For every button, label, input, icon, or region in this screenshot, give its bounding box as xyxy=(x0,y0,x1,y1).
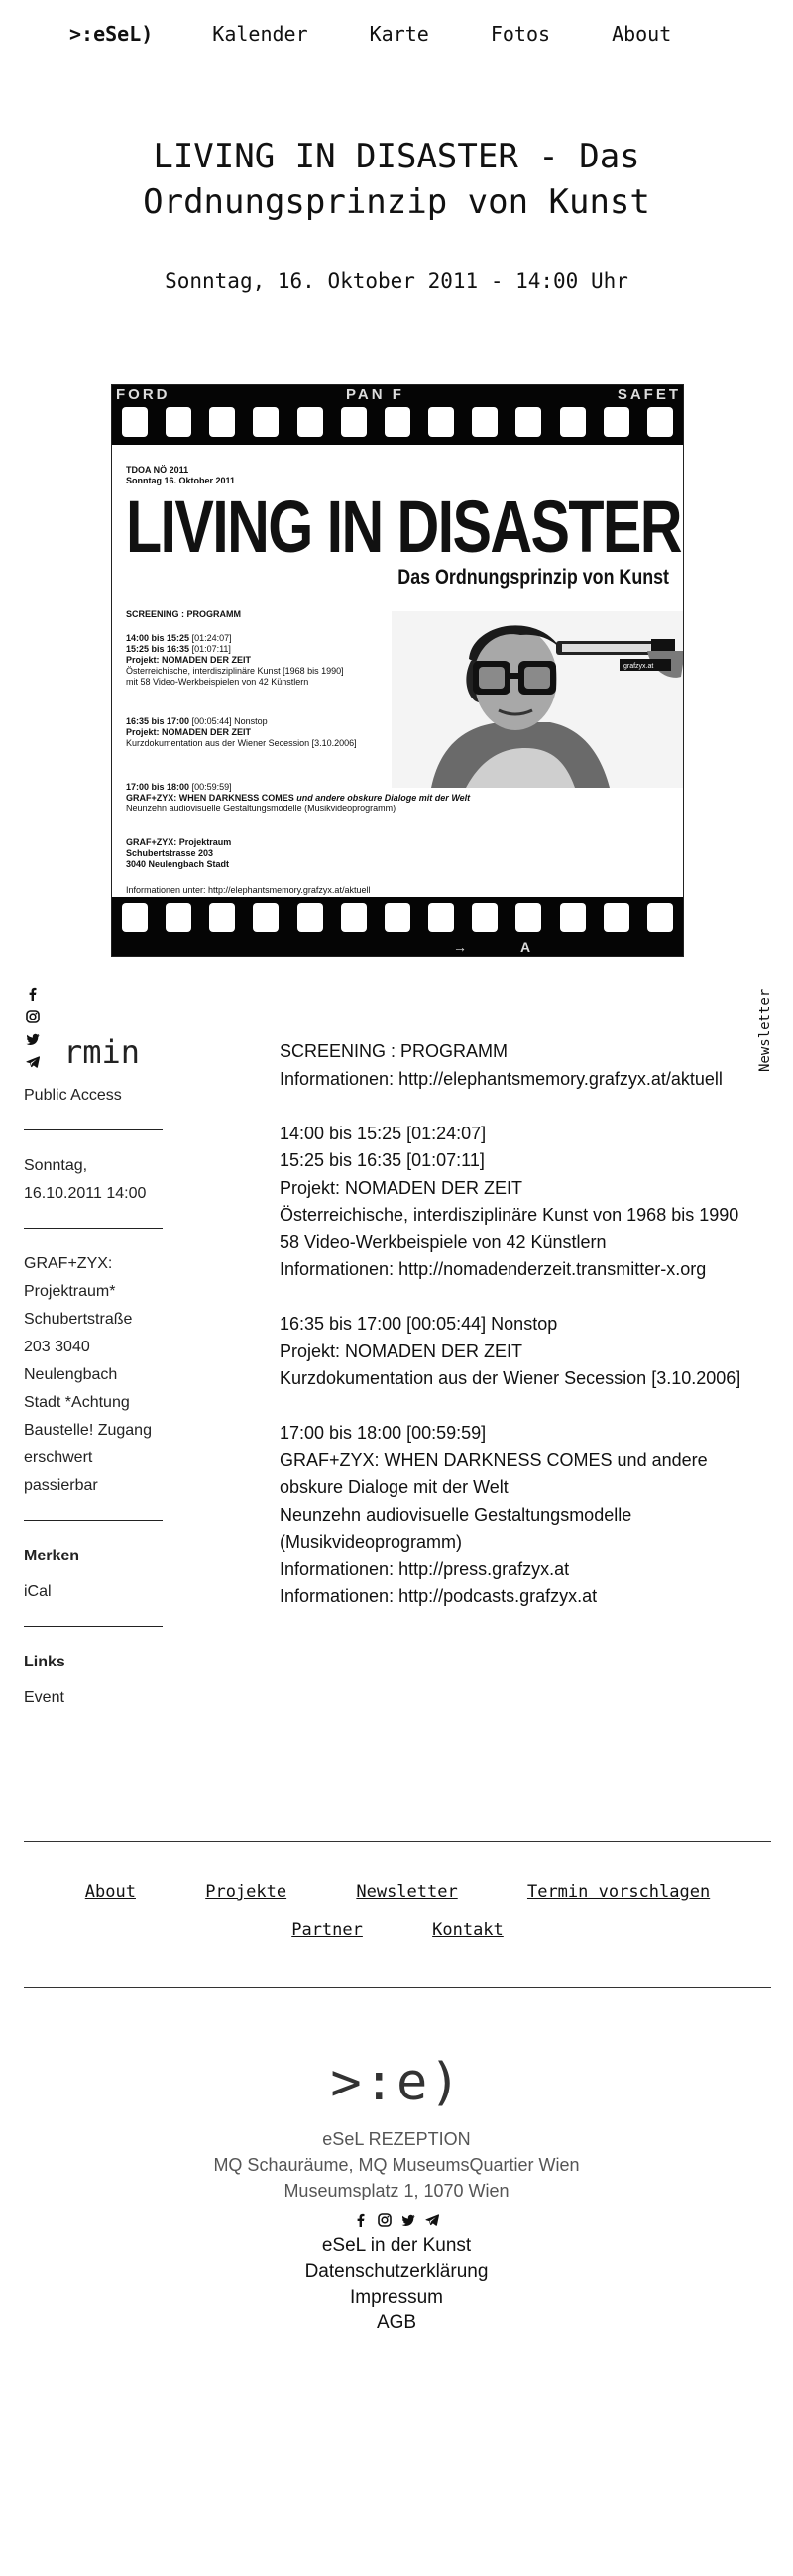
event-link[interactable]: Event xyxy=(24,1689,64,1706)
poster-big-title: LIVING IN DISASTER xyxy=(126,485,681,568)
poster-block2: 16:35 bis 17:00 [00:05:44] Nonstop Projekt: NOMADEN DER ZEIT Kurzdokumentation aus der Wiener Secession [3.10.2006] xyxy=(126,716,357,748)
telegram-icon[interactable] xyxy=(425,2213,439,2227)
footer-logo[interactable]: >:e) xyxy=(330,2053,463,2112)
newsletter-side-tab[interactable]: Newsletter xyxy=(757,988,773,1072)
poster-block3: 17:00 bis 18:00 [00:59:59] GRAF+ZYX: WHEN DARKNESS COMES und andere obskure Dialoge mit der Welt Neunzehn audiovisuelle Gestaltungsmodelle (Musikvideoprogramm) xyxy=(126,782,471,813)
divider xyxy=(24,1129,163,1130)
info-link[interactable]: Informationen: http://press.grafzyx.at xyxy=(280,1558,570,1579)
device-label: grafzyx.at xyxy=(623,663,654,670)
event-datetime: Sonntag, 16.10.2011 14:00 xyxy=(24,1157,147,1202)
site-footer xyxy=(0,2053,793,2336)
divider xyxy=(24,1520,163,1521)
instagram-icon[interactable] xyxy=(378,2213,392,2227)
footer-nav-partner[interactable]: Partner xyxy=(291,1920,363,1940)
site-logo[interactable]: >:eSeL) xyxy=(69,22,154,46)
event-description xyxy=(280,1038,769,1638)
info-link[interactable]: Informationen: http://nomadenderzeit.transmitter-x.org xyxy=(280,1259,707,1279)
film-letter: A xyxy=(520,939,531,955)
poster-subtitle: Das Ordnungsprinzip von Kunst xyxy=(397,566,669,589)
event-title-line1: LIVING IN DISASTER - Das xyxy=(153,137,640,176)
description-block: SCREENING : PROGRAMM Informationen: http://elephantsmemory.grafzyx.at/aktuell xyxy=(280,1038,769,1093)
footer-social-icons xyxy=(0,2213,793,2227)
film-arrow: → xyxy=(453,939,467,955)
film-label-mid: PAN F xyxy=(346,386,404,403)
film-strip-top xyxy=(112,385,683,445)
facebook-icon[interactable] xyxy=(26,987,40,1001)
footer-nav-row2 xyxy=(24,1920,771,1940)
footer-nav-about[interactable]: About xyxy=(84,1882,136,1902)
poster-photo xyxy=(392,611,684,788)
divider xyxy=(24,1841,771,1842)
film-strip-bottom xyxy=(112,897,683,956)
poster-date: Sonntag 16. Oktober 2011 xyxy=(126,476,236,485)
twitter-icon[interactable] xyxy=(401,2213,415,2227)
info-link[interactable]: Informationen: http://elephantsmemory.grafzyx.at/aktuell xyxy=(280,1068,723,1089)
description-block: 14:00 bis 15:25 [01:24:07] 15:25 bis 16:35 [01:07:11] Projekt: NOMADEN DER ZEIT Österreichische, interdisziplinäre Kunst von 1968 bis 1990 58 Video-Werkbeispiele von 42 Künstlern Informationen: http://nomadenderzeit.transmitter-x.org xyxy=(280,1121,769,1284)
links-heading: Links xyxy=(24,1654,65,1670)
ical-link[interactable]: iCal xyxy=(24,1583,52,1600)
footer-link-agb[interactable]: AGB xyxy=(376,2312,417,2333)
event-sidebar xyxy=(24,1033,163,1712)
divider xyxy=(24,1626,163,1627)
description-block: 16:35 bis 17:00 [00:05:44] Nonstop Projekt: NOMADEN DER ZEIT Kurzdokumentation aus der Wiener Secession [3.10.2006] xyxy=(280,1314,741,1388)
access-label: Public Access xyxy=(24,1087,122,1104)
film-label-right: SAFET xyxy=(617,386,681,403)
poster-info: Informationen unter: http://elephantsmemory.grafzyx.at/aktuell xyxy=(126,885,371,895)
event-title-line2: Ordnungsprinzip von Kunst xyxy=(143,182,650,222)
footer-link-esel-in-der-kunst[interactable]: eSeL in der Kunst xyxy=(321,2235,472,2256)
footer-address: eSeL REZEPTION MQ Schauräume, MQ MuseumsQuartier Wien Museumsplatz 1, 1070 Wien xyxy=(213,2129,580,2200)
event-date: Sonntag, 16. Oktober 2011 - 14:00 Uhr xyxy=(165,269,628,293)
event-location[interactable]: GRAF+ZYX: Projektraum* Schubertstraße 203 3040 Neulengbach Stadt *Achtung Baustelle! Zugang erschwert passierbar xyxy=(24,1255,152,1494)
termin-heading: rmin xyxy=(63,1033,141,1071)
merken-heading: Merken xyxy=(24,1548,80,1564)
divider xyxy=(24,1987,771,1988)
footer-nav-newsletter[interactable]: Newsletter xyxy=(356,1882,458,1902)
event-poster xyxy=(111,384,684,957)
film-label-left: FORD xyxy=(116,386,170,403)
footer-nav-projekte[interactable]: Projekte xyxy=(205,1882,287,1902)
instagram-icon[interactable] xyxy=(26,1010,40,1023)
nav-kalender[interactable]: Kalender xyxy=(212,22,308,46)
poster-org: TDOA NÖ 2011 xyxy=(126,465,189,475)
facebook-icon[interactable] xyxy=(354,2213,368,2227)
footer-links xyxy=(0,2233,793,2336)
description-block: 17:00 bis 18:00 [00:59:59] GRAF+ZYX: WHEN DARKNESS COMES und andere obskure Dialoge mit der Welt Neunzehn audiovisuelle Gestaltungsmodelle (Musikvideoprogramm) Informationen: http://press.grafzyx.at Informationen: http://podcasts.grafzyx.at xyxy=(280,1420,769,1611)
poster-block1: 14:00 bis 15:25 [01:24:07] 15:25 bis 16:35 [01:07:11] Projekt: NOMADEN DER ZEIT Österreichische, interdisziplinäre Kunst [1968 bis 1990] mit 58 Video-Werkbeispielen von 42 Künstlern xyxy=(126,633,344,687)
poster-address: GRAF+ZYX: Projektraum Schubertstrasse 203 3040 Neulengbach Stadt xyxy=(126,837,232,869)
footer-nav-termin-vorschlagen[interactable]: Termin vorschlagen xyxy=(526,1882,711,1902)
footer-link-impressum[interactable]: Impressum xyxy=(350,2287,443,2308)
footer-nav-row1 xyxy=(24,1882,771,1902)
poster-screening: SCREENING : PROGRAMM xyxy=(126,609,242,619)
event-title xyxy=(0,134,793,225)
nav-karte[interactable]: Karte xyxy=(369,22,429,46)
top-nav xyxy=(69,22,733,46)
info-link[interactable]: Informationen: http://podcasts.grafzyx.at xyxy=(280,1586,598,1606)
divider xyxy=(24,1228,163,1229)
footer-nav-kontakt[interactable]: Kontakt xyxy=(432,1920,504,1940)
man-with-goggles-photo xyxy=(392,611,684,788)
nav-fotos[interactable]: Fotos xyxy=(490,22,551,46)
footer-link-datenschutz[interactable]: Datenschutzerklärung xyxy=(304,2261,489,2282)
nav-about[interactable]: About xyxy=(612,22,672,46)
